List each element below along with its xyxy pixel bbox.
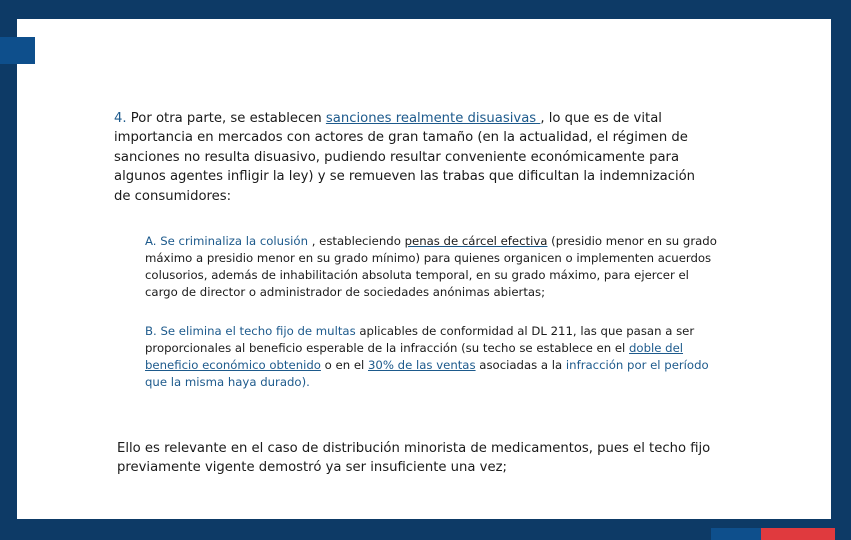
- item-b: [145, 323, 725, 391]
- item-a: [145, 233, 725, 301]
- item-b-text-2: o en el: [320, 358, 368, 372]
- infraction-period-text: infracción por el período que la misma haya durado).: [145, 358, 709, 389]
- main-text-1: Por otra parte, se establecen: [126, 111, 326, 126]
- paragraph-point-4: [114, 109, 714, 206]
- item-b-label: B. Se elimina el techo fijo de multas: [145, 324, 356, 338]
- sales-percent-link[interactable]: 30% de las ventas: [367, 358, 476, 372]
- corner-accent-bar: [0, 37, 35, 64]
- double-benefit-link[interactable]: doble del beneficio económico obtenido: [145, 341, 684, 372]
- prison-link[interactable]: penas de cárcel efectiva: [404, 234, 548, 248]
- item-b-text-3: asociadas a la: [475, 358, 566, 372]
- closing-paragraph: Ello es relevante en el caso de distribución minorista de medicamentos, pues el techo fijo previamente vigente demostró ya ser insuficiente una vez;: [117, 441, 711, 476]
- item-a-label: A. Se criminaliza la colusión: [145, 234, 308, 248]
- sanctions-link[interactable]: sanciones realmente disuasivas: [325, 111, 541, 126]
- item-b-text-1: aplicables de conformidad al DL 211, las que pasan a ser proporcionales al beneficio esperable de la infracción (su techo se establece en el: [145, 324, 695, 355]
- main-text-2: , lo que es de vital importancia en mercados con actores de gran tamaño (en la actualidad, el régimen de sanciones no resulta disuasivo, pudiendo resultar conveniente económicamente para algunos agentes infligir la ley) y se remueven las trabas que dificultan la indemnización de consumidores:: [114, 111, 696, 204]
- flag-stripe-blue: [711, 528, 761, 540]
- flag-stripe-red: [761, 528, 835, 540]
- item-a-text-2: (presidio menor en su grado máximo a presidio menor en su grado mínimo) para quienes organicen o implementen acuerdos colusorios, además de inhabilitación absoluta temporal, en su grado máximo, para ejercer el cargo de director o administrador de sociedades anónimas abiertas;: [145, 234, 717, 299]
- item-a-text-1: , estableciendo: [307, 234, 405, 248]
- point-number: 4.: [114, 111, 127, 126]
